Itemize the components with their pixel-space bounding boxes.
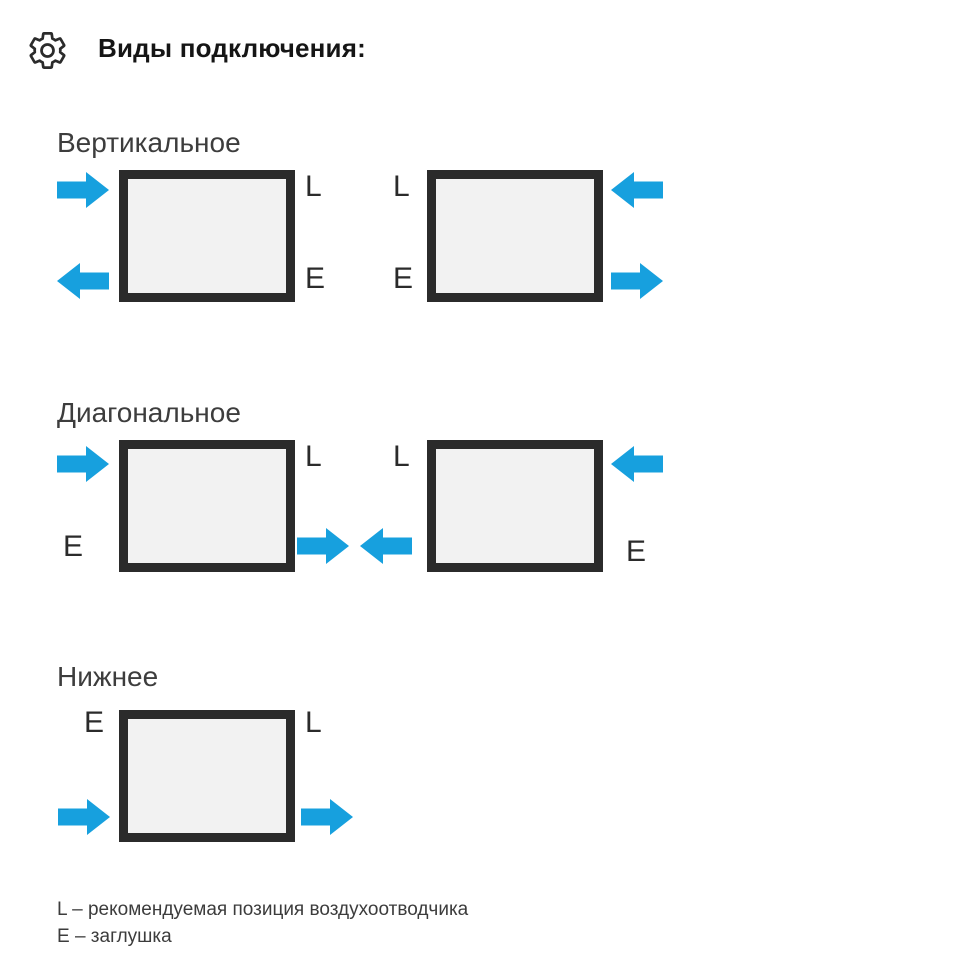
section-title-diagonal: Диагональное	[57, 397, 241, 428]
legend	[57, 896, 468, 950]
outlet-arrow-icon	[360, 528, 412, 564]
air-vent-label: L	[393, 170, 410, 203]
inlet-arrow-icon	[57, 172, 109, 208]
inlet-arrow-icon	[611, 172, 663, 208]
section-title-bottom: Нижнее	[57, 661, 159, 692]
plug-label: E	[63, 530, 84, 563]
plug-label: E	[626, 535, 647, 568]
plug-label: E	[393, 262, 414, 295]
outlet-arrow-icon	[611, 263, 663, 299]
radiator-vertical-left	[119, 170, 295, 302]
radiator-diagonal-right	[427, 440, 603, 572]
outlet-arrow-icon	[301, 799, 353, 835]
page-title: Виды подключения:	[98, 33, 366, 63]
inlet-arrow-icon	[611, 446, 663, 482]
plug-label: E	[305, 262, 326, 295]
legend-line-air-vent: L – рекомендуемая позиция воздухоотводчика	[57, 899, 469, 920]
outlet-arrow-icon	[57, 263, 109, 299]
air-vent-label: L	[305, 706, 322, 739]
radiator-bottom	[119, 710, 295, 842]
inlet-arrow-icon	[57, 446, 109, 482]
air-vent-label: L	[305, 440, 322, 473]
plug-label: E	[84, 706, 105, 739]
section-title-vertical: Вертикальное	[57, 127, 241, 158]
inlet-arrow-icon	[58, 799, 110, 835]
radiator-vertical-right	[427, 170, 603, 302]
radiator-diagonal-left	[119, 440, 295, 572]
outlet-arrow-icon	[297, 528, 349, 564]
air-vent-label: L	[393, 440, 410, 473]
gear-icon	[27, 30, 68, 71]
air-vent-label: L	[305, 170, 322, 203]
legend-line-plug: E – заглушка	[57, 926, 172, 947]
